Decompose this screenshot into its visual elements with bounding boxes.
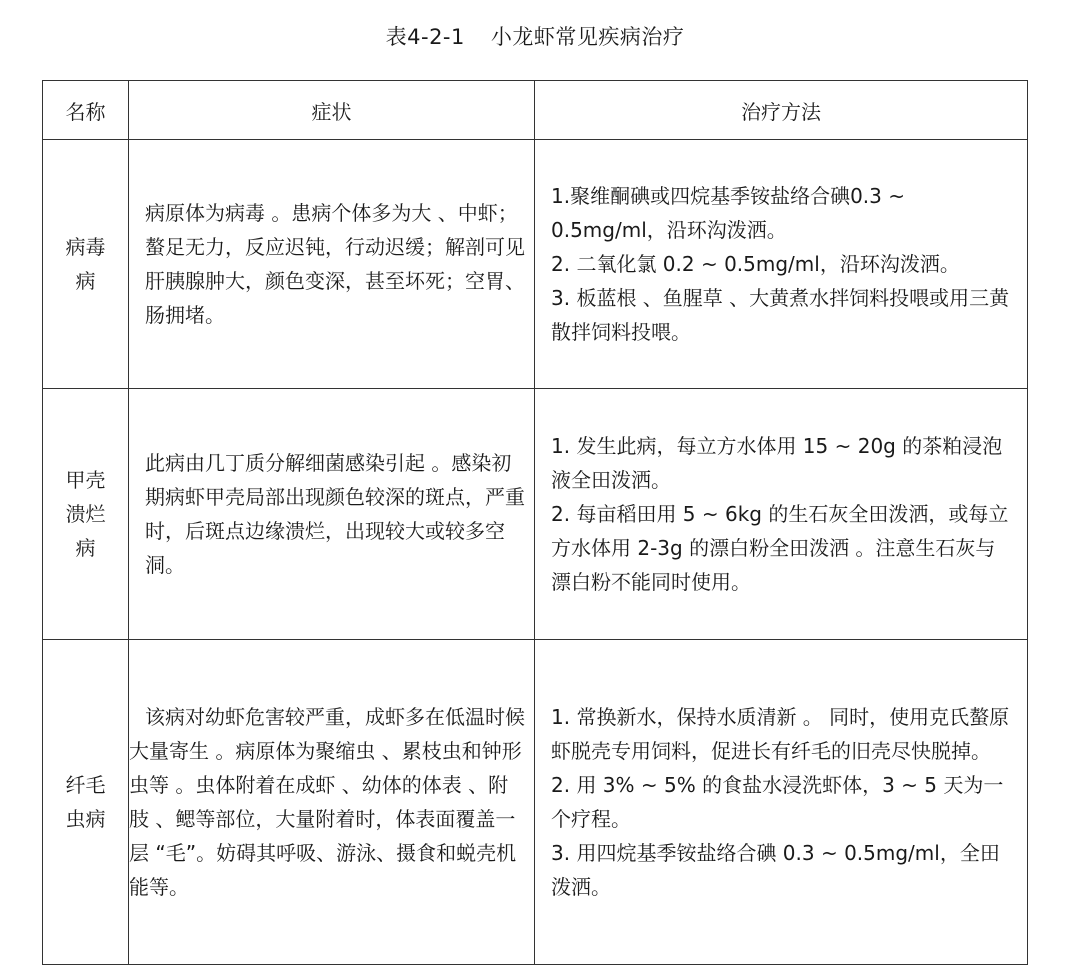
treatment-item: 3. 板蓝根 、鱼腥草 、大黄煮水拌饲料投喂或用三黄散拌饲料投喂。 xyxy=(551,286,1010,344)
header-symptom: 症状 xyxy=(129,81,535,140)
treatment-item: 1. 常换新水，保持水质清新 。 同时，使用克氏螯原虾脱壳专用饲料，促进长有纤毛的旧壳尽快脱掉。 xyxy=(551,705,1010,763)
disease-treatment-table xyxy=(42,80,1028,965)
symptom-text: 病原体为病毒 。患病个体多为大 、中虾；螯足无力，反应迟钝，行动迟缓；解剖可见肝胰腺肿大，颜色变深，甚至坏死；空胃、肠拥堵。 xyxy=(145,201,525,327)
symptom-cell xyxy=(129,640,535,965)
treatment-item: 2. 每亩稻田用 5 ~ 6kg 的生石灰全田泼洒，或每立方水体用 2-3g 的漂白粉全田泼洒 。注意生石灰与漂白粉不能同时使用。 xyxy=(551,502,1009,594)
symptom-text: 此病由几丁质分解细菌感染引起 。感染初期病虾甲壳局部出现颜色较深的斑点，严重时，后斑点边缘溃烂，出现较大或较多空洞。 xyxy=(145,451,525,577)
treatment-item: 2. 用 3% ~ 5% 的食盐水浸洗虾体，3 ~ 5 天为一个疗程。 xyxy=(551,773,1004,831)
treatment-item: 1. 发生此病，每立方水体用 15 ~ 20g 的茶粕浸泡液全田泼洒。 xyxy=(551,434,1003,492)
table-title: 小龙虾常见疾病治疗 xyxy=(490,25,685,49)
header-treatment: 治疗方法 xyxy=(535,81,1028,140)
treatment-cell xyxy=(535,140,1028,389)
table-number: 表4-2-1 xyxy=(385,25,465,49)
disease-name: 纤毛虫病 xyxy=(43,640,129,965)
treatment-cell xyxy=(535,389,1028,640)
table-caption xyxy=(0,22,1070,52)
treatment-item: 2. 二氧化氯 0.2 ~ 0.5mg/ml，沿环沟泼洒。 xyxy=(551,252,960,276)
symptom-text: 该病对幼虾危害较严重，成虾多在低温时候大量寄生 。病原体为聚缩虫 、累枝虫和钟形虫等 。虫体附着在成虾 、幼体的体表 、附肢 、鳃等部位，大量附着时，体表面覆盖一层 “毛”。妨碍其呼吸、游泳、摄食和蜕壳机能等。 xyxy=(129,705,525,899)
treatment-item: 1.聚维酮碘或四烷基季铵盐络合碘0.3 ~ 0.5mg/ml，沿环沟泼洒。 xyxy=(551,184,906,242)
disease-name: 甲壳溃烂病 xyxy=(43,389,129,640)
symptom-cell xyxy=(129,389,535,640)
header-name: 名称 xyxy=(43,81,129,140)
disease-name: 病毒病 xyxy=(43,140,129,389)
table-row xyxy=(43,140,1028,389)
table-header-row xyxy=(43,81,1028,140)
table-row xyxy=(43,640,1028,965)
table-row xyxy=(43,389,1028,640)
treatment-item: 3. 用四烷基季铵盐络合碘 0.3 ~ 0.5mg/ml，全田泼洒。 xyxy=(551,841,1000,899)
treatment-cell xyxy=(535,640,1028,965)
symptom-cell xyxy=(129,140,535,389)
